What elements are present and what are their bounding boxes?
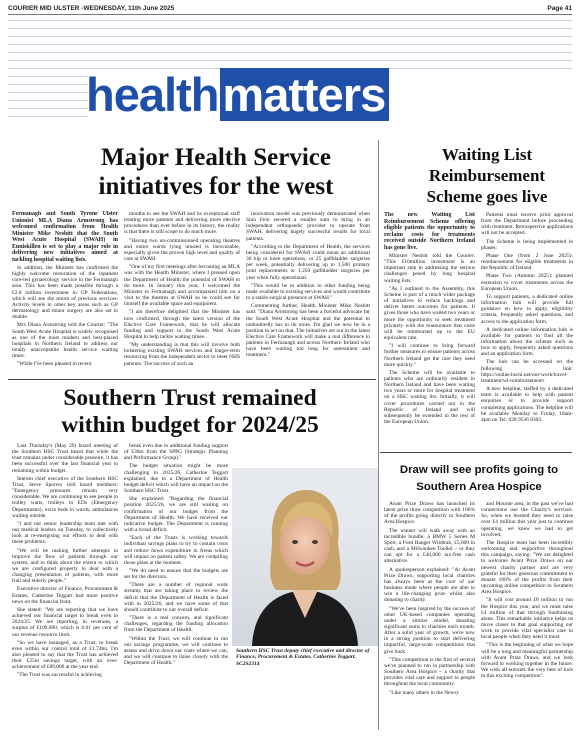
article1-paragraph: months to see the SWAH and its exceptional staff treating more patients and delivering more elective procedures than ever before in its history, the reality is that there is still scope to do much more.: [124, 211, 240, 236]
side-paragraph: The Scheme will be available to patients who are ordinarily resident in Northern Ireland and have been waiting two years or more for hospital treatment on a HSC waiting list. Initially, it will cover procedures carried out in the Republic of Ireland and will subsequently be extended to the rest of the European Union.: [384, 369, 475, 426]
article3-column-1: [384, 501, 475, 731]
side-column-1: [384, 212, 475, 446]
article3-paragraph: Avant Prize Draws has launched its latest prize draw competition with 100% of the profits going directly to Southern Area Hospice.: [384, 501, 475, 526]
article2-paragraph: "So we have managed, as a Trust, to break even within our control total of £1.74bn. I'm also pleased to say that the Trust has achieved their £25m savings target, with an over-achievement of £89,000 at the year end.: [12, 639, 118, 671]
article2-paragraph: "Within the Trust, we will continue to run our savings programme, we will continue to assess and drive down our costs where we can, and we will continue to liaise closely with the Department of Health.": [124, 635, 228, 667]
article1-paragraph: "Having two un-commissioned operating theatres and entire wards lying unused is inexcusable, especially given the proven high level and quality of care at SWAH.: [124, 237, 240, 263]
side-paragraph: To support patients, a dedicated online information hub will provide full guidance on how to apply, eligibility criteria, frequently asked questions, and access to the application form.: [481, 293, 573, 325]
article1-headline-line1: Major Health Service: [100, 144, 332, 171]
article3-paragraph: "This is the beginning of what we hope will be a long and meaningful partnership with Avant Prize Draws, and we look forward to working together in the future. We wish all entrants the very best of luck in this exciting competition".: [481, 642, 573, 680]
masthead-title: [86, 68, 389, 121]
column-divider: [378, 140, 379, 730]
side-headline-line3: Scheme goes live: [426, 187, 548, 206]
portrait-illustration: [232, 468, 378, 646]
side-column-2: [481, 212, 573, 446]
side-paragraph: "As I outlined to the Assembly, this Scheme is part of a much wider package of initiatives to reduce backlogs and deliver better outcomes for patients. It gives those who have waited two years or more the opportunity to seek treatment privately with the reassurance that costs will be reimbursed up to the EU equivalent rate.: [384, 285, 475, 342]
article1-paragraph: "I am therefore delighted that the Minister has now confirmed, through the latest version of the Elective Care Framework, that he will allocate funding and support to the South West Acute Hospital to help tackle waiting times.: [124, 309, 240, 340]
article2-paragraph: "The Trust was successful in achieving: [17, 672, 102, 679]
side-lead: The new Waiting List Reimbursement Scheme offering eligible patients the opportunity to reclaim costs for treatments received outside Northern Ireland has gone live.: [384, 212, 475, 251]
article3-paragraph: "Like many others in the Newry: [389, 689, 460, 696]
side-paragraph: Phase Two (Autumn 2025): planned extension to cover treatments across the European Union.: [481, 273, 573, 292]
header-rule: [8, 14, 572, 15]
article1-paragraph: "While I've been pleased in recent: [17, 361, 92, 368]
article1-paragraph: In addition, the Minister has confirmed the highly welcome restoration of the inpatient core-led gynaecology service in the Fermanagh area. This has been made possible through a £2.0 million investment in GP Federations, which will see the return of previous services. Activity levels in other key areas such as GP dermatology and minor surgery are also set to double.: [12, 265, 118, 321]
article1-column-3: [246, 211, 370, 373]
article2-column-2: [124, 443, 228, 731]
article2-paragraph: She explained: "Regarding the financial position 2025/26, we are still waiting on confirmation of our budget from the Department of Health. We have received our indicative budget. The Department is running with a broad deficit.: [124, 496, 228, 534]
article2-paragraph: "There is a real concern, and significant challenges, regarding the funding allocation from the Department of Health.: [124, 615, 228, 634]
article1-paragraph: "According to the Department of Health, the services being considered for SWAH could mean an additional 30 hip or knee operations, or 25 gallbladder surgeries per week, potentially delivering up to 1,500 primary joint replacements or 1,250 gallbladder surgeries per year when fully operational.: [246, 243, 370, 281]
article2-headline-line2: within budget for 2024/25: [61, 412, 319, 438]
section-divider: [380, 452, 572, 453]
article2-paragraph: Executive director of Finance, Procurement & Estates, Catherine Teggart had more positive news on the financial front.: [12, 586, 118, 605]
masthead: [8, 16, 572, 122]
article1-headline-line2: initiatives for the west: [98, 173, 334, 200]
section-divider: [8, 379, 376, 380]
article2-headline-line1: Southern Trust remained: [63, 385, 317, 411]
article1-column-1: [12, 211, 118, 373]
article2-paragraph: break even due to additional funding support of £36m from the SPPG (Strategic Planning and Performance Group).": [124, 443, 228, 462]
article2-paragraph: "We do need to ensure that the budgets are set for the directors.: [124, 567, 228, 581]
page-header: [8, 4, 572, 14]
side-headline-line2: Reimbursement: [428, 166, 546, 185]
publication-date: COURIER MID ULSTER -WEDNESDAY, 11th June 2025: [8, 5, 175, 12]
photo-caption: Southern HSC Trust deputy chief executive and director of Finance, Procurement & Estates, Catherine Teggart. SC2S2314: [236, 648, 370, 667]
side-paragraph: Minister Nesbitt told the Courier: "This £10million investment is an important step in addressing the serious challenges posed by long hospital waiting lists.: [384, 253, 475, 284]
article2-paragraph: "We will be making further attempts to improve the flow of patients through our system, and to think about the extent to which we are configured properly to deal with a changing presentation of patients, with more frail and elderly people.": [12, 547, 118, 585]
article2-paragraph: The budget situation might be more challenging in 2025/26, Catherine Teggart explained, due to a Department of Health budget deficit which will have an impact on the Southern HSC Trust.: [124, 463, 228, 495]
article3-paragraph: The winner will walk away with an incredible bundle: a BMW 5 Series M Sport, a Ford Ranger Wildtrak, £5,000 in cash, and a Milwaukee Toolkit – or they can opt for a £40,000 tax-free cash alternative.: [384, 527, 475, 565]
masthead-word-health: health: [86, 68, 219, 121]
side-paragraph: The hub can be accessed on the following link: https://online.hscni.net/our-work/travel-treatment/wl-reimbursement/: [481, 359, 573, 384]
article2-paragraph: "There are a number of regional work streams that are taking place to review the deficit that the Department of Health is faced with in 2025/26, and we have some of that should contribute to our overall deficit.: [124, 582, 228, 613]
side-headline-line1: Waiting List: [441, 145, 533, 164]
article2-paragraph: She stated: "We are reporting that we have achieved our financial target to break even in 2024/25. We are reporting, in revenues, a surplus of £109,000, which is 0.01 per cent of our revenue resource limit.: [12, 606, 118, 638]
side-paragraph: "I will continue to bring forward further measures to ensure patients across Northern Ireland get the care they need more quickly.": [384, 343, 475, 368]
side-paragraph: A dedicated online information hub is available for patients to find all the information about the scheme such as how to apply, frequently asked questions and an application form.: [481, 326, 573, 358]
article3-paragraph: A spokesperson explained: "At Avant Prize Draws, supporting local charities has always been at the core of our business mode where people are able to win a life-changing prize whilst also donating to charity.: [384, 566, 475, 604]
article2-paragraph: Interim chief executive of the Southern HSC Trust, Steve Sporrey told board members: "Emergency pressures remain very considerable. We are continuing to see people in trolley waits, trolleys in EDs (Emergency Departments), extra beds in wards, ambulances waiting outside.: [12, 475, 118, 519]
side-article-headline: [396, 144, 578, 207]
portrait-photo: [232, 468, 378, 646]
article3-paragraph: The Hospice team has been incredibly welcoming and supportive throughout this campaign, saying: "We are delighted to welcome Avant Prize Draws on our newest charity partner and are very grateful for their generous commitment to donate 100% of the profits from their upcoming online competition to Southern Area Hospice.: [481, 539, 573, 596]
article2-headline: [12, 385, 368, 439]
article2-paragraph: "I and our senior leadership team met with our medical leaders on Tuesday, to collectively look at re-energising our efforts to deal with these problems.: [12, 520, 118, 546]
article2-paragraph: Last Thursday's (May 29) board meeting of the Southern HSC Trust heard that while the trust remains under considerable pressure, it has been successful over the last financial year in remaining within budget.: [12, 443, 118, 474]
article3-paragraph: "This competition is the first of several we've planned to run in partnership with Southern Area Hospice – a charity that provides vital care and support to people throughout the local community.: [384, 656, 475, 688]
article1-paragraph: "This would be in addition to other funding being made available to existing services and would contribute to a stable surgical presence at SWAH.": [246, 282, 370, 302]
article2-column-1: [12, 443, 118, 731]
article3-headline-line2: Southern Area Hospice: [416, 481, 542, 493]
side-paragraph: Patients must receive prior approval from the Department before proceeding with treatment. Retrospective applications will not be accepted.: [481, 212, 573, 237]
article1-lead: Fermanagh and South Tyrone Ulster Unionist MLA Diana Armstrong has welcomed confirmation from Health Minister Mike Nesbitt that the South West Acute Hospital (SWAH) in Enniskillen is set to play a major role in delivering new initiatives aimed at tackling hospital waiting lists.: [12, 211, 118, 263]
article3-column-2: [481, 501, 573, 731]
masthead-word-matters: matters: [220, 68, 389, 121]
article3-paragraph: and Mourne area, in the past we've had connections use the Charity's services. So, when we learned they need to raise over £4 million this year just to continue operating, we knew we had to get involved.: [481, 501, 573, 538]
article1-paragraph: "My understanding is that this will involve both bolstering existing SWAH services and longer-term resourcing from the independent sector to meet NHS patients. The success of such an: [124, 342, 240, 367]
page-number: Page 41: [547, 5, 572, 12]
article3-headline: [384, 462, 574, 496]
article1-paragraph: Commenting further, Health Minister Mike Nesbitt said: "Diana Armstrong has been a forceful advocate for the South West Acute Hospital and the potential to undoubtedly has to do more. I'm glad we now be in a position to act on that. The initiatives set out in the latest Elective Care Framework will make a real difference to patients in Fermanagh and across Northern Ireland who have been waiting too long for assessment and treatment.": [246, 303, 370, 359]
article3-paragraph: "It will cost around £8 million to run the Hospice this year, and we must raise £4 million of that through fundraising alone. This remarkable initiative helps us move closer to that goal supporting our work to provide vital specialist care to local people when they need it most.: [481, 597, 573, 641]
article1-headline: [40, 143, 392, 201]
side-paragraph: Phase One (from 2 June 2025): reimbursement for eligible treatments in the Republic of Ireland.: [481, 252, 573, 272]
side-paragraph: The Scheme is being implemented in phases:: [481, 238, 573, 251]
article2-paragraph: "Each of the Trusts is working towards individual savings plans to try to contain costs and reduce down expenditure in Areas which will impact on patient safety. We are compiling those plans at the moment.: [124, 535, 228, 566]
article1-column-2: [124, 211, 240, 373]
article3-headline-line1: Draw will see profits going to: [399, 464, 559, 476]
article1-paragraph: innovation model was previously demonstrated when Sinn Fein secured a smaller sum to bring in an independent orthopaedic provider to operate from SWAH, delivering hugely successful results for local patients.: [246, 211, 370, 242]
article3-paragraph: "We've been inspired by the success of other UK-based companies operating under a similar model, donating significant sums to charities each month. After a solid year of growth, we're now in a strong position to start delivering impactful, large-scale competitions that give back.: [384, 605, 475, 655]
side-paragraph: A new helpline, staffed by a dedicated team is available to help with patient enquiries or to provide support completing applications. The helpline will be available Monday to Friday, 10am-4pm on Tel: 028 9536 8303.: [481, 386, 573, 423]
article1-paragraph: "One of my first meetings after becoming an MLA was with the Health Minister, where I pressed upon the Department of Health the potential of SWAH to do more. In January this year, I welcomed the Minister to Fermanagh and accompanied him on a visit to the theatres at SWAH so he could see for himself the available space and equipment.: [124, 264, 240, 308]
article1-paragraph: Mrs Diana Armstrong told the Courier: "The South West Acute Hospital is widely recognised as one of the most modern and best-placed hospitals in Northern Ireland to address our totally unacceptable health service waiting times.: [12, 322, 118, 360]
